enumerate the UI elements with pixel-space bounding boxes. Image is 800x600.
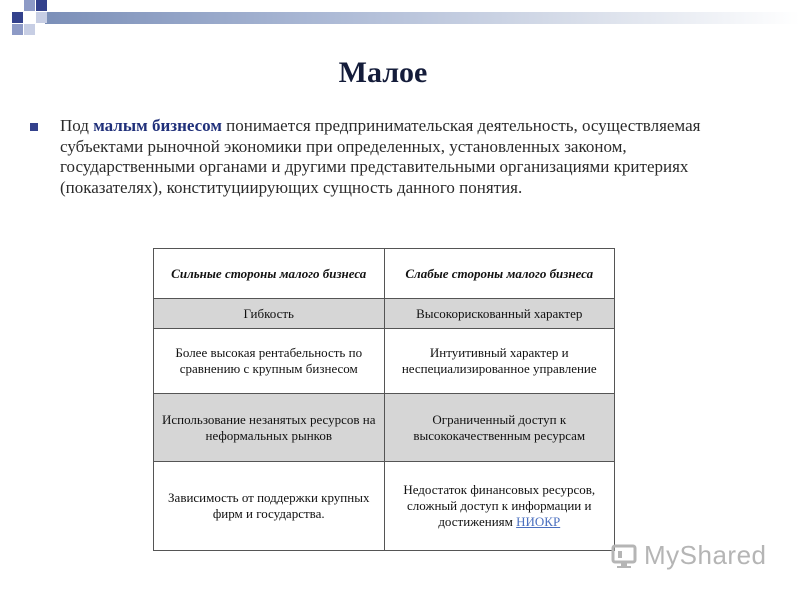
decor-square xyxy=(12,12,23,23)
table-cell: Высокорискованный характер xyxy=(384,299,615,329)
watermark xyxy=(610,538,770,578)
definition-text xyxy=(60,116,710,198)
watermark-text: MyShared xyxy=(644,540,767,570)
table-cell: Зависимость от поддержки крупных фирм и государства. xyxy=(154,462,385,551)
definition-text-after: понимается предпринимательская деятельность, осуществляемая субъектами рыночной экономики при определенных, установленных законом, государственными органами и другими представительными организациями критериях (показателях), конституциирующих сущность данного понятия. xyxy=(60,116,701,197)
definition-highlight: малым бизнесом xyxy=(93,116,222,135)
table-header-row xyxy=(154,249,615,299)
decor-square xyxy=(0,0,12,12)
comparison-table-wrapper xyxy=(153,248,615,551)
table-row xyxy=(154,394,615,462)
table-cell xyxy=(384,462,615,551)
decor-square xyxy=(24,0,35,11)
table-cell: Гибкость xyxy=(154,299,385,329)
table-cell: Интуитивный характер и неспециализированное управление xyxy=(384,329,615,394)
nikr-link[interactable]: НИОКР xyxy=(516,514,561,529)
top-decoration xyxy=(0,0,800,50)
bullet-square-icon xyxy=(30,123,38,131)
decor-square xyxy=(24,24,35,35)
header-strengths: Сильные стороны малого бизнеса xyxy=(154,249,385,299)
table-cell: Более высокая рентабельность по сравнению с крупным бизнесом xyxy=(154,329,385,394)
table-cell-text: Недостаток финансовых ресурсов, сложный доступ к информации и достижениям xyxy=(403,482,596,529)
page-title: Малое xyxy=(338,56,428,89)
table-cell: Ограниченный доступ к высококачественным ресурсам xyxy=(384,394,615,462)
table-cell: Использование незанятых ресурсов на неформальных рынков xyxy=(154,394,385,462)
table-row xyxy=(154,462,615,551)
comparison-table xyxy=(153,248,615,551)
decor-square xyxy=(36,0,47,11)
header-weaknesses: Слабые стороны малого бизнеса xyxy=(384,249,615,299)
table-row xyxy=(154,299,615,329)
myshared-logo-icon xyxy=(610,540,640,570)
definition-text-before: Под xyxy=(60,116,94,135)
decor-square xyxy=(12,24,23,35)
table-row xyxy=(154,329,615,394)
definition-bullet xyxy=(30,116,710,198)
top-gradient-band xyxy=(45,12,800,24)
decor-square xyxy=(36,12,47,23)
